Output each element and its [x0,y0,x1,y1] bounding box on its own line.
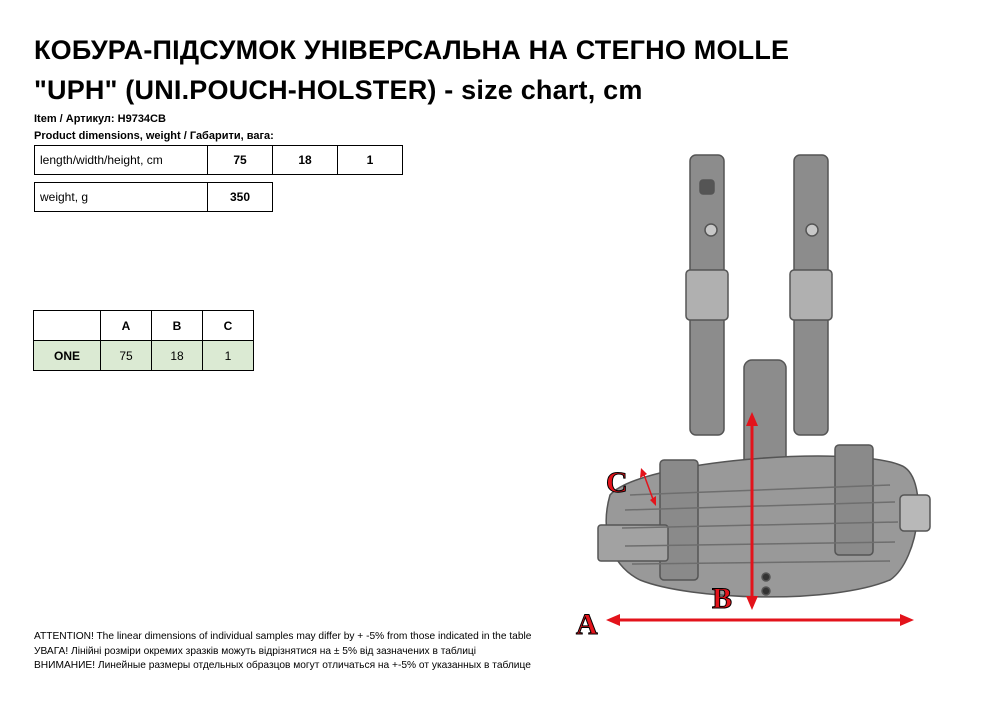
size-value-b: 18 [152,341,203,371]
notes-block [34,630,531,674]
title-line-2: "UPH" (UNI.POUCH-HOLSTER) - size chart, cm [34,75,643,105]
dimension-length: 75 [208,146,273,175]
dimensions-heading: Product dimensions, weight / Габарити, вага: [34,130,274,142]
page-title [34,30,934,110]
size-header-blank [34,311,101,341]
dimension-width: 18 [273,146,338,175]
note-ukrainian: УВАГА! Лінійні розміри окремих зразків можуть відрізнятися на ± 5% від зазначених в таблиці [34,645,477,657]
dimensions-row [35,146,403,175]
dimension-height: 1 [338,146,403,175]
holster-illustration [598,155,930,597]
weight-label: weight, g [35,183,208,212]
table-row [34,341,254,371]
dimensions-label: length/width/height, cm [35,146,208,175]
size-name: ONE [34,341,101,371]
label-c: C [606,466,628,499]
note-english: ATTENTION! The linear dimensions of individual samples may differ by + -5% from those indicated in the table [34,631,532,642]
note-russian: ВНИМАНИЕ! Линейные размеры отдельных образцов могут отличаться на +-5% от указанных в таблице [34,660,531,671]
size-header-c: C [203,311,254,341]
product-diagram [570,150,950,650]
weight-table [34,182,273,212]
size-chart-table [33,310,254,371]
item-article: Item / Артикул: H9734CB [34,113,166,125]
size-header-b: B [152,311,203,341]
dimensions-table [34,145,403,175]
size-header-a: A [101,311,152,341]
size-table-header [34,311,254,341]
weight-value: 350 [208,183,273,212]
label-a: A [576,608,598,641]
size-value-c: 1 [203,341,254,371]
weight-row [35,183,273,212]
title-line-1: КОБУРА-ПІДСУМОК УНІВЕРСАЛЬНА НА СТЕГНО MOLLE [34,35,790,65]
size-value-a: 75 [101,341,152,371]
label-b: B [712,582,733,615]
